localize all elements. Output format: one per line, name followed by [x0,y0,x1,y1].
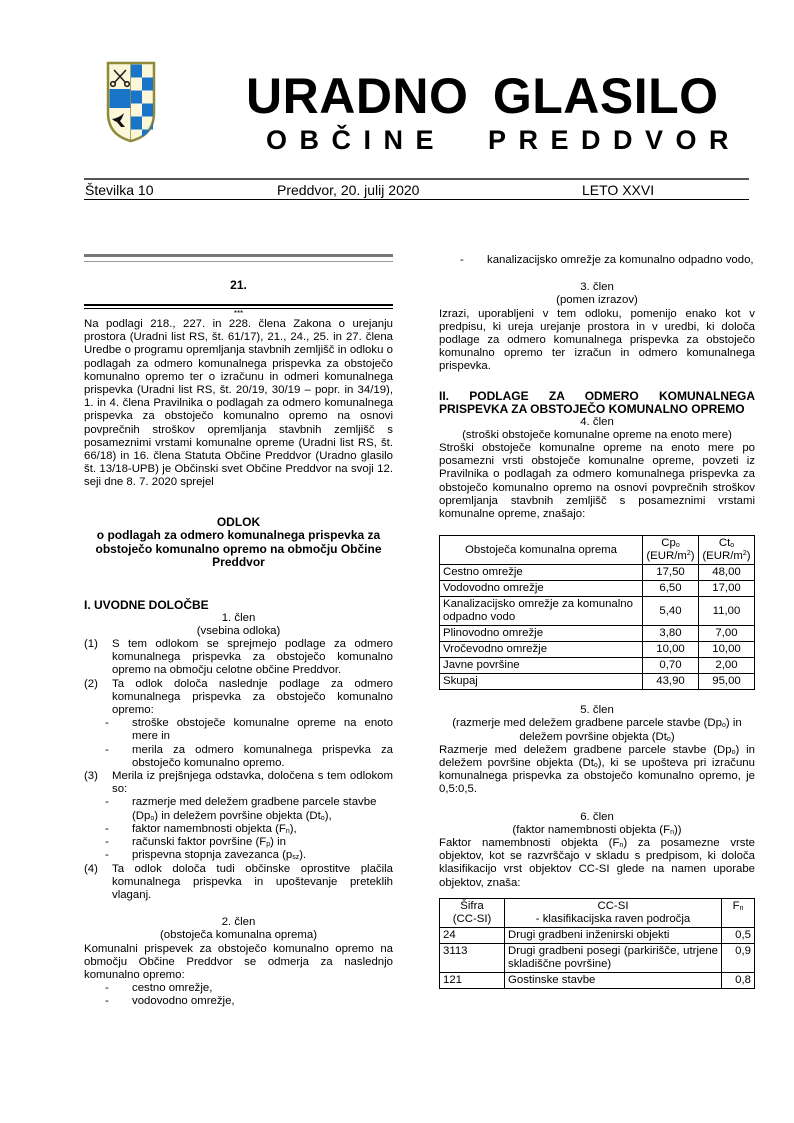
list-item-text: cestno omrežje, [132,982,213,995]
table-row [440,597,755,626]
decree-heading [84,516,393,570]
cc-si-description: Drugi gradbeni posegi (parkirišče, utrjene skladiščne površine) [505,943,722,972]
header-classification: CC-SI - klasifikacijska raven področja [505,898,722,927]
list-item-text: stroške obstoječe komunalne opreme na enoto mere in [132,717,393,743]
table-row [440,658,755,674]
list-item: - stroške obstoječe komunalne opreme na enoto mere in [105,717,393,743]
article-1-paragraph-4 [84,863,393,903]
cto-value: 11,00 [699,597,755,626]
article-4-text: Stroški obstoječe komunalne opreme na enoto mere po posamezni vrsti obstoječe komunalne opreme, povzeti iz Pravilnika o podlagah za odmero komunalnega prispevka za obstoječo komunalno opremo na osnovi povprečnih stroškov opremljanja stavbnih zemljišč s posameznimi vrstami komunalne opreme, znašajo: [439,442,755,521]
article-1-paragraph-2 [84,678,393,718]
gazette-title: URADNO GLASILO [246,68,719,124]
list-item-text: faktor namembnosti objekta (F [132,822,286,835]
article-3-title: (pomen izrazov) [556,294,638,307]
paragraph-text: Ta odlok določa tudi občinske oprostitve plačila komunalnega prispevka in upoštevanje preteklih vlaganj. [112,862,393,901]
cto-value: 95,00 [699,674,755,690]
table-row [440,927,755,943]
cc-si-code: 121 [440,972,505,988]
issue-place-date: Preddvor, 20. julij 2020 [277,182,420,198]
article-6-text: Faktor namembnosti objekta $(F_n)$ za posamezne vrste objektov, kot se razvrščajo v skladu s predpisom, ki določa klasifikacijo vrst objektov CC-SI glede na namen uporabe objektov, znaša: [439,837,755,889]
act-number: 21. [230,278,247,292]
list-item: - prispevna stopnja zavezanca $(p_{sz})$. [105,849,307,862]
paragraph-text: S tem odlokom se sprejmejo podlage za odmero komunalnega prispevka za obstoječo komunalno opremo na območju celotne občine Preddvor. [112,638,393,677]
list-item: - vodovodno omrežje, [105,995,235,1008]
header-fn: $F_n$ [722,898,755,927]
article-4-title: (stroški obstoječe komunalne opreme na enoto mere) [462,428,732,441]
gazette-subtitle: OBČINE PREDDVOR [266,125,742,155]
article-1-paragraph-3 [84,770,393,796]
table-row [440,565,755,581]
list-item-text: ), [289,822,297,835]
issue-number: Številka 10 [85,182,154,198]
cto-value: 2,00 [699,658,755,674]
article-1-title: (vsebina odloka) [196,624,281,637]
paragraph-number: (3) [84,770,98,783]
article-6-number: 6. člen [580,810,614,823]
table-row [440,642,755,658]
article-5-text: Razmerje med deležem gradbene parcele stavbe $(Dp_o)$ in deležem površine objekta $(Dt_o)$, ki se upošteva pri izračunu komunalnega prispevka za obstoječo komunalno opremo, je 0,5:0,5. [439,743,755,796]
right-column [439,254,755,989]
header-rule-top [84,178,749,180]
cc-si-description: Gostinske stavbe [505,972,722,988]
purpose-factor-table [439,898,755,989]
subscript: p [266,841,271,849]
separator-stars: *** [233,309,244,318]
table-row [440,581,755,597]
municipality-coat-of-arms-logo [106,61,156,143]
list-item-text: računski faktor površine (F [132,836,267,849]
list-item-text: ). [299,849,307,862]
paragraph-number: (1) [84,638,98,651]
article-4-number: 4. člen [580,415,614,428]
header-code: Šifra (CC-SI) [440,898,505,927]
equipment-name: Skupaj [440,674,643,690]
equipment-name: Javne površine [440,658,643,674]
act-separator-top [84,254,393,262]
cpo-value: 17,50 [643,565,699,581]
article-2-number: 2. člen [221,916,256,929]
list-item-text: kanalizacijsko omrežje za komunalno odpadno vodo, [487,254,754,266]
fn-value: 0,9 [722,943,755,972]
subscript: o [320,814,325,822]
list-item-text: merila za odmero komunalnega prispevka za obstoječo komunalno opremo. [132,743,393,769]
fn-value: 0,8 [722,972,755,988]
paragraph-number: (4) [84,862,98,875]
cto-value: 10,00 [699,642,755,658]
list-item: - faktor namembnosti objekta $(F_n)$, [105,822,297,835]
header-equipment: Obstoječa komunalna oprema [440,536,643,565]
article-1-paragraph-1 [84,638,393,678]
cc-si-code: 24 [440,927,505,943]
equipment-name: Vodovodno omrežje [440,581,643,597]
list-item: - kanalizacijsko omrežje za komunalno odpadno vodo, [460,254,754,266]
equipment-name: Kanalizacijsko omrežje za komunalno odpadno vodo [440,597,643,626]
cto-value: 17,00 [699,581,755,597]
list-item-text: ) in deležem površine objekta (Dt [154,809,321,822]
left-column [84,254,393,1009]
cto-value: 48,00 [699,565,755,581]
article-6-title: (faktor namembnosti objekta $(F_n)$) [512,823,682,836]
table-header-row [440,898,755,927]
paragraph-text: Merila iz prejšnjega odstavka, določena s tem odlokom so: [112,770,393,796]
article-3-text: Izrazi, uporabljeni v tem odloku, pomenijo enako kot v predpisu, ki ureja urejanje prostora in v uredbi, ki določa podlage za odmero komunalnega prispevka za obstoječo komunalno opremo ter izračun in odmero komunalnega prispevka. [439,307,755,373]
header-rule-bottom [84,199,749,200]
header-cpo: $Cp_o$ $(EUR/m^2)$ [643,536,699,565]
cpo-value: 5,40 [643,597,699,626]
equipment-name: Vročevodno omrežje [440,642,643,658]
article-5-title: (razmerje med deležem gradbene parcele stavbe $(Dp_o)$ in deležem površine objekta $(Dt_o)$ [452,717,742,743]
issue-info-row [84,181,749,199]
list-item: - cestno omrežje, [105,982,213,995]
header-cto: $Ct_o$ $(EUR/m^2)$ [699,536,755,565]
article-5-number: 5. člen [580,704,614,717]
cpo-value: 3,80 [643,626,699,642]
equipment-cost-table [439,535,755,690]
table-row [440,972,755,988]
cpo-value: 10,00 [643,642,699,658]
table-total-row [440,674,755,690]
issue-year: LETO XXVI [582,182,655,198]
list-item-text: ) in [270,836,286,849]
decree-subtitle: o podlagah za odmero komunalnega prispevka za obstoječo komunalno opremo na območju Občine Preddvor [95,528,382,570]
cto-value: 7,00 [699,626,755,642]
list-item: - merila za odmero komunalnega prispevka za obstoječo komunalno opremo. [105,743,393,769]
table-row [440,626,755,642]
article-3-number: 3. člen [580,281,614,294]
preamble-paragraph: Na podlagi 218., 227. in 228. člena Zakona o urejanju prostora (Uradni list RS, št. 61/17), 21., 24., 25. in 27. člena Uredbe o programu opremljanja stavbnih zemljišč in odloku o podlagah za odmero komunalnega prispevka za obstoječo komunalno opremo ter o izračunu in odmeri komunalnega prispevka (Uradni list RS, št. 20/19, 30/19 – popr. in 34/19), 1. in 4. člena Pravilnika o podlagah za odmero komunalnega prispevka za obstoječo komunalno opremo na osnovi povprečnih stroškov opremljanja stavbnih zemljišč s posameznimi vrstami komunalne opreme (Uradni list RS, št. 66/18) in 16. člena Statuta Občine Preddvor (Uradno glasilo št. 13/18-UPB) je Občinski svet Občine Preddvor na svoji 12. seji dne 8. 7. 2020 sprejel [84,318,393,489]
table-row [440,943,755,972]
coat-of-arms-icon [106,61,156,143]
article-2-text: Komunalni prispevek za obstoječo komunalno opremo na območju Občine Preddvor se odmerja za naslednjo komunalno opremo: [84,942,393,981]
cpo-value: 0,70 [643,658,699,674]
list-item: - računski faktor površine $(F_p)$ in [105,836,286,849]
subscript: sz [292,854,300,862]
list-item-text: razmerje med deležem gradbene parcele stavbe (Dp [132,796,377,822]
article-1-number: 1. člen [221,611,256,624]
equipment-name: Cestno omrežje [440,565,643,581]
list-item-text: ), [324,809,332,822]
cc-si-code: 3113 [440,943,505,972]
cc-si-description: Drugi gradbeni inženirski objekti [505,927,722,943]
list-item-text: prispevna stopnja zavezanca (p [132,849,293,862]
paragraph-number: (2) [84,677,98,690]
subscript: n [285,827,290,835]
table-header-row [440,536,755,565]
cpo-value: 6,50 [643,581,699,597]
article-2-title: (obstoječa komunalna oprema) [159,929,318,942]
list-item: - razmerje med deležem gradbene parcele stavbe $(Dp_o)$ in deležem površine objekta $(Dt_o)$, [105,796,377,822]
equipment-name: Plinovodno omrežje [440,626,643,642]
subscript: o [150,814,155,822]
section-heading-2: II. PODLAGE ZA ODMERO KOMUNALNEGA PRISPEVKA ZA OBSTOJEČO KOMUNALNO OPREMO [439,388,755,416]
decree-title: ODLOK [216,514,261,529]
fn-value: 0,5 [722,927,755,943]
cpo-value: 43,90 [643,674,699,690]
list-item-text: vodovodno omrežje, [132,995,235,1008]
section-heading-1: I. UVODNE DOLOČBE [84,597,209,612]
paragraph-text: Ta odlok določa naslednje podlage za odmero komunalnega prispevka za obstoječo komunalno opremo: [112,677,393,717]
